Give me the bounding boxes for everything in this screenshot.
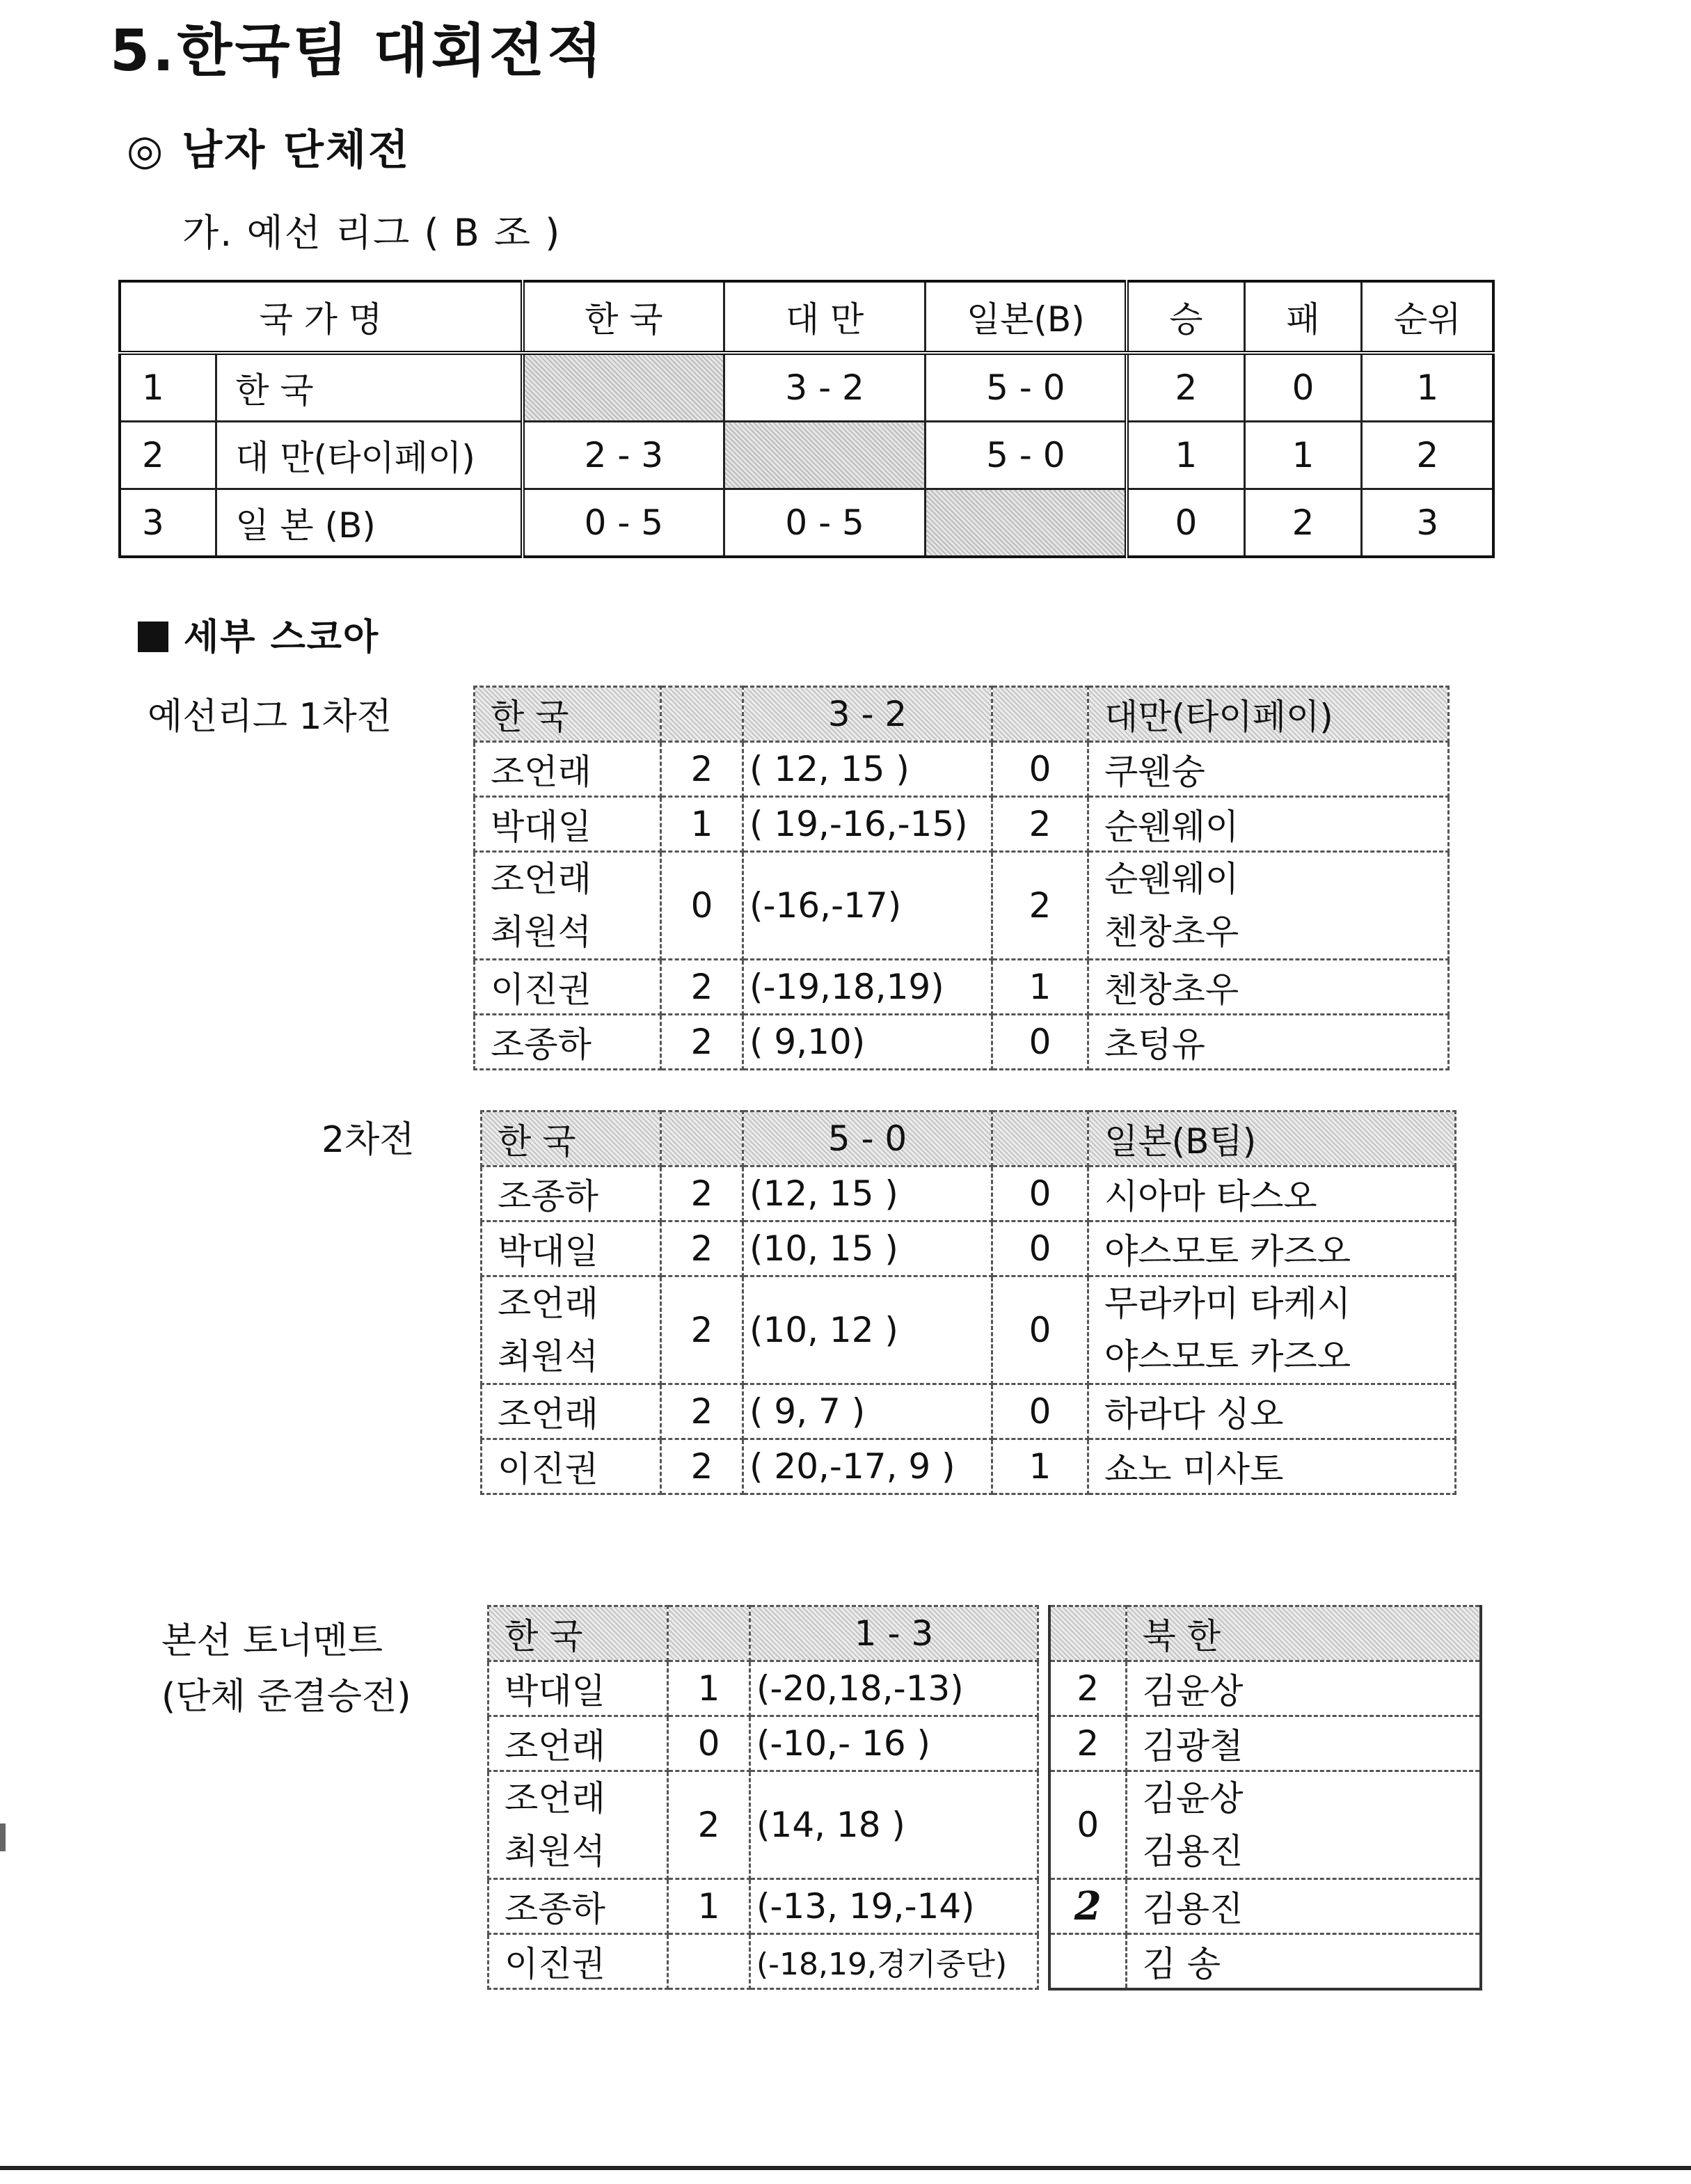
league-row bbox=[120, 353, 1493, 422]
doubles-game-row bbox=[475, 852, 1449, 960]
away-sets: 2 bbox=[992, 797, 1088, 852]
match-label-sub: (단체 준결승전) bbox=[161, 1676, 411, 1718]
home-player: 조종하 bbox=[489, 1879, 668, 1934]
score-cell: 5 - 0 bbox=[926, 422, 1127, 489]
away-team: 대만(타이페이) bbox=[1088, 687, 1449, 742]
home-team: 한 국 bbox=[489, 1606, 668, 1661]
game-scores: ( 9,10) bbox=[743, 1015, 992, 1070]
match-label: 2차전 bbox=[321, 1119, 415, 1161]
league-standings-table bbox=[118, 280, 1495, 558]
game-scores: (-16,-17) bbox=[743, 852, 992, 960]
away-player: 김 송 bbox=[1126, 1934, 1481, 1990]
score-cell: 5 - 0 bbox=[926, 353, 1127, 422]
row-index: 2 bbox=[120, 422, 216, 489]
match-label: 예선리그 1차전 bbox=[148, 696, 392, 738]
home-sets bbox=[668, 1934, 750, 1989]
home-sets: 0 bbox=[668, 1716, 750, 1771]
score-cell: 3 - 2 bbox=[724, 353, 925, 422]
away-sets: 0 bbox=[992, 742, 1088, 797]
country-name: 대 만(타이페이) bbox=[216, 422, 523, 489]
win-cell: 1 bbox=[1127, 422, 1244, 489]
league-header-row bbox=[120, 281, 1493, 353]
away-players bbox=[1126, 1771, 1481, 1879]
home-players bbox=[475, 852, 661, 960]
match-header-row bbox=[1049, 1606, 1481, 1661]
game-row bbox=[482, 1166, 1456, 1221]
away-player: 첸창초우 bbox=[1104, 912, 1239, 952]
away-sets: 0 bbox=[992, 1015, 1088, 1070]
away-player: 김윤상 bbox=[1126, 1661, 1481, 1716]
row-index: 3 bbox=[120, 489, 216, 557]
doubles-game-row bbox=[1049, 1771, 1481, 1879]
away-sets: 0 bbox=[992, 1221, 1088, 1276]
home-player: 조언래 bbox=[498, 1283, 598, 1324]
home-player: 최원석 bbox=[505, 1831, 605, 1872]
home-sets: 2 bbox=[661, 960, 743, 1015]
rank-cell: 3 bbox=[1362, 489, 1493, 557]
country-name: 한 국 bbox=[216, 353, 523, 422]
away-players bbox=[1088, 852, 1449, 960]
detail-score-heading bbox=[138, 608, 379, 660]
away-sets: 2 bbox=[992, 852, 1088, 960]
game-row bbox=[489, 1716, 1038, 1771]
row-index: 1 bbox=[120, 353, 216, 422]
away-sets: 1 bbox=[992, 1439, 1088, 1494]
home-player: 이진권 bbox=[489, 1934, 668, 1989]
home-players bbox=[489, 1771, 668, 1879]
game-row bbox=[482, 1439, 1456, 1494]
score-cell: 2 - 3 bbox=[523, 422, 724, 489]
home-player: 이진권 bbox=[482, 1439, 661, 1494]
home-player: 최원석 bbox=[491, 912, 592, 952]
away-player: 김윤상 bbox=[1142, 1778, 1244, 1819]
home-sets: 2 bbox=[661, 1166, 743, 1221]
home-sets: 1 bbox=[661, 797, 743, 852]
away-player: 김광철 bbox=[1126, 1716, 1481, 1771]
loss-cell: 1 bbox=[1244, 422, 1362, 489]
home-players bbox=[482, 1276, 661, 1384]
self-match-cell bbox=[724, 422, 925, 489]
home-player: 조언래 bbox=[475, 742, 661, 797]
away-player: 시아마 타스오 bbox=[1088, 1166, 1456, 1221]
section-title: ◎ 남자 단체전 bbox=[127, 126, 411, 175]
match-header-row bbox=[475, 687, 1449, 742]
match-table-round-1 bbox=[473, 686, 1450, 1070]
home-sets: 0 bbox=[661, 852, 743, 960]
game-scores: (14, 18 ) bbox=[750, 1771, 1038, 1879]
game-scores: (-19,18,19) bbox=[743, 960, 992, 1015]
home-player: 최원석 bbox=[498, 1336, 598, 1377]
game-scores: (10, 15 ) bbox=[743, 1221, 992, 1276]
game-row bbox=[482, 1221, 1456, 1276]
away-sets-handwritten: 2 bbox=[1049, 1879, 1126, 1934]
away-sets: 0 bbox=[992, 1166, 1088, 1221]
away-player: 첸창초우 bbox=[1088, 960, 1449, 1015]
game-scores: ( 12, 15 ) bbox=[743, 742, 992, 797]
home-player: 조종하 bbox=[475, 1015, 661, 1070]
away-player: 김용진 bbox=[1126, 1879, 1481, 1934]
win-cell: 0 bbox=[1127, 489, 1244, 557]
loss-cell: 2 bbox=[1244, 489, 1362, 557]
home-sets: 2 bbox=[661, 1384, 743, 1439]
away-player: 순웬웨이 bbox=[1104, 859, 1239, 899]
scan-margin-mark bbox=[0, 1823, 6, 1851]
league-row bbox=[120, 422, 1493, 489]
home-sets: 1 bbox=[668, 1879, 750, 1934]
home-player: 이진권 bbox=[475, 960, 661, 1015]
away-sets: 0 bbox=[992, 1276, 1088, 1384]
self-match-cell bbox=[926, 489, 1127, 557]
match-result: 5 - 0 bbox=[743, 1111, 992, 1166]
page-title: 5.한국팀 대회전적 bbox=[110, 18, 605, 84]
away-team: 북 한 bbox=[1126, 1606, 1481, 1661]
game-row bbox=[475, 1015, 1449, 1070]
game-scores: (-20,18,-13) bbox=[750, 1661, 1038, 1716]
away-player: 쇼노 미사토 bbox=[1088, 1439, 1456, 1494]
black-square-icon bbox=[138, 622, 168, 652]
match-table-round-2 bbox=[480, 1110, 1456, 1495]
game-scores: (-18,19,경기중단) bbox=[750, 1934, 1038, 1989]
game-row bbox=[475, 960, 1449, 1015]
away-player: 순웬웨이 bbox=[1088, 797, 1449, 852]
game-scores: ( 9, 7 ) bbox=[743, 1384, 992, 1439]
home-player: 박대일 bbox=[482, 1221, 661, 1276]
game-row bbox=[489, 1661, 1038, 1716]
subsection-title: 가. 예선 리그 ( B 조 ) bbox=[182, 211, 562, 255]
away-player: 무라카미 타케시 bbox=[1104, 1283, 1351, 1324]
loss-cell: 0 bbox=[1244, 353, 1362, 422]
game-scores: (-10,- 16 ) bbox=[750, 1716, 1038, 1771]
league-header-loss: 패 bbox=[1244, 281, 1362, 353]
home-sets: 1 bbox=[668, 1661, 750, 1716]
game-row bbox=[475, 742, 1449, 797]
self-match-cell bbox=[523, 353, 724, 422]
game-row bbox=[1049, 1661, 1481, 1716]
game-row bbox=[489, 1879, 1038, 1934]
home-player: 조언래 bbox=[489, 1716, 668, 1771]
match-header-row bbox=[489, 1606, 1038, 1661]
home-sets: 2 bbox=[661, 1015, 743, 1070]
game-row bbox=[1049, 1879, 1481, 1934]
country-name: 일 본 (B) bbox=[216, 489, 523, 557]
league-header-japan: 일본(B) bbox=[926, 281, 1127, 353]
home-sets: 2 bbox=[661, 1221, 743, 1276]
league-header-korea: 한 국 bbox=[523, 281, 724, 353]
league-header-taiwan: 대 만 bbox=[724, 281, 925, 353]
game-scores: (10, 12 ) bbox=[743, 1276, 992, 1384]
away-sets: 2 bbox=[1049, 1716, 1126, 1771]
away-team: 일본(B팀) bbox=[1088, 1111, 1456, 1166]
away-sets: 0 bbox=[992, 1384, 1088, 1439]
league-header-rank: 순위 bbox=[1362, 281, 1493, 353]
score-cell: 0 - 5 bbox=[724, 489, 925, 557]
match-header-row bbox=[482, 1111, 1456, 1166]
away-player: 초텅유 bbox=[1088, 1015, 1449, 1070]
doubles-game-row bbox=[482, 1276, 1456, 1384]
home-player: 조종하 bbox=[482, 1166, 661, 1221]
home-team: 한 국 bbox=[482, 1111, 661, 1166]
game-scores: ( 19,-16,-15) bbox=[743, 797, 992, 852]
away-sets: 1 bbox=[992, 960, 1088, 1015]
home-sets: 2 bbox=[661, 1439, 743, 1494]
away-sets: 2 bbox=[1049, 1661, 1126, 1716]
game-scores: (-13, 19,-14) bbox=[750, 1879, 1038, 1934]
score-cell: 0 - 5 bbox=[523, 489, 724, 557]
home-sets: 2 bbox=[661, 742, 743, 797]
game-row bbox=[1049, 1716, 1481, 1771]
game-row bbox=[475, 797, 1449, 852]
league-header-country: 국 가 명 bbox=[120, 281, 523, 353]
league-header-win: 승 bbox=[1127, 281, 1244, 353]
rank-cell: 1 bbox=[1362, 353, 1493, 422]
match-table-semifinal-korea bbox=[487, 1605, 1039, 1990]
home-sets: 2 bbox=[661, 1276, 743, 1384]
away-players bbox=[1088, 1276, 1456, 1384]
page-bottom-rule bbox=[0, 2166, 1691, 2170]
home-player: 조언래 bbox=[505, 1778, 605, 1819]
away-sets bbox=[1049, 1934, 1126, 1990]
match-result: 1 - 3 bbox=[750, 1606, 1038, 1661]
detail-score-heading-text: 세부 스코아 bbox=[184, 617, 380, 658]
away-player: 하라다 싱오 bbox=[1088, 1384, 1456, 1439]
game-row bbox=[1049, 1934, 1481, 1990]
win-cell: 2 bbox=[1127, 353, 1244, 422]
league-row bbox=[120, 489, 1493, 557]
away-player: 쿠웬숭 bbox=[1088, 742, 1449, 797]
home-sets: 2 bbox=[668, 1771, 750, 1879]
game-row bbox=[482, 1384, 1456, 1439]
away-sets: 0 bbox=[1049, 1771, 1126, 1879]
game-scores: ( 20,-17, 9 ) bbox=[743, 1439, 992, 1494]
home-player: 박대일 bbox=[475, 797, 661, 852]
game-scores: (12, 15 ) bbox=[743, 1166, 992, 1221]
rank-cell: 2 bbox=[1362, 422, 1493, 489]
game-row bbox=[489, 1934, 1038, 1989]
match-label: 본선 토너멘트 bbox=[161, 1620, 383, 1662]
home-player: 조언래 bbox=[482, 1384, 661, 1439]
home-player: 조언래 bbox=[491, 859, 592, 899]
home-player: 박대일 bbox=[489, 1661, 668, 1716]
away-player: 야스모토 카즈오 bbox=[1088, 1221, 1456, 1276]
match-result: 3 - 2 bbox=[743, 687, 992, 742]
doubles-game-row bbox=[489, 1771, 1038, 1879]
home-team: 한 국 bbox=[475, 687, 661, 742]
match-table-semifinal-north-korea bbox=[1048, 1605, 1482, 1991]
away-player: 김용진 bbox=[1142, 1831, 1244, 1872]
away-player: 야스모토 카즈오 bbox=[1104, 1336, 1351, 1377]
